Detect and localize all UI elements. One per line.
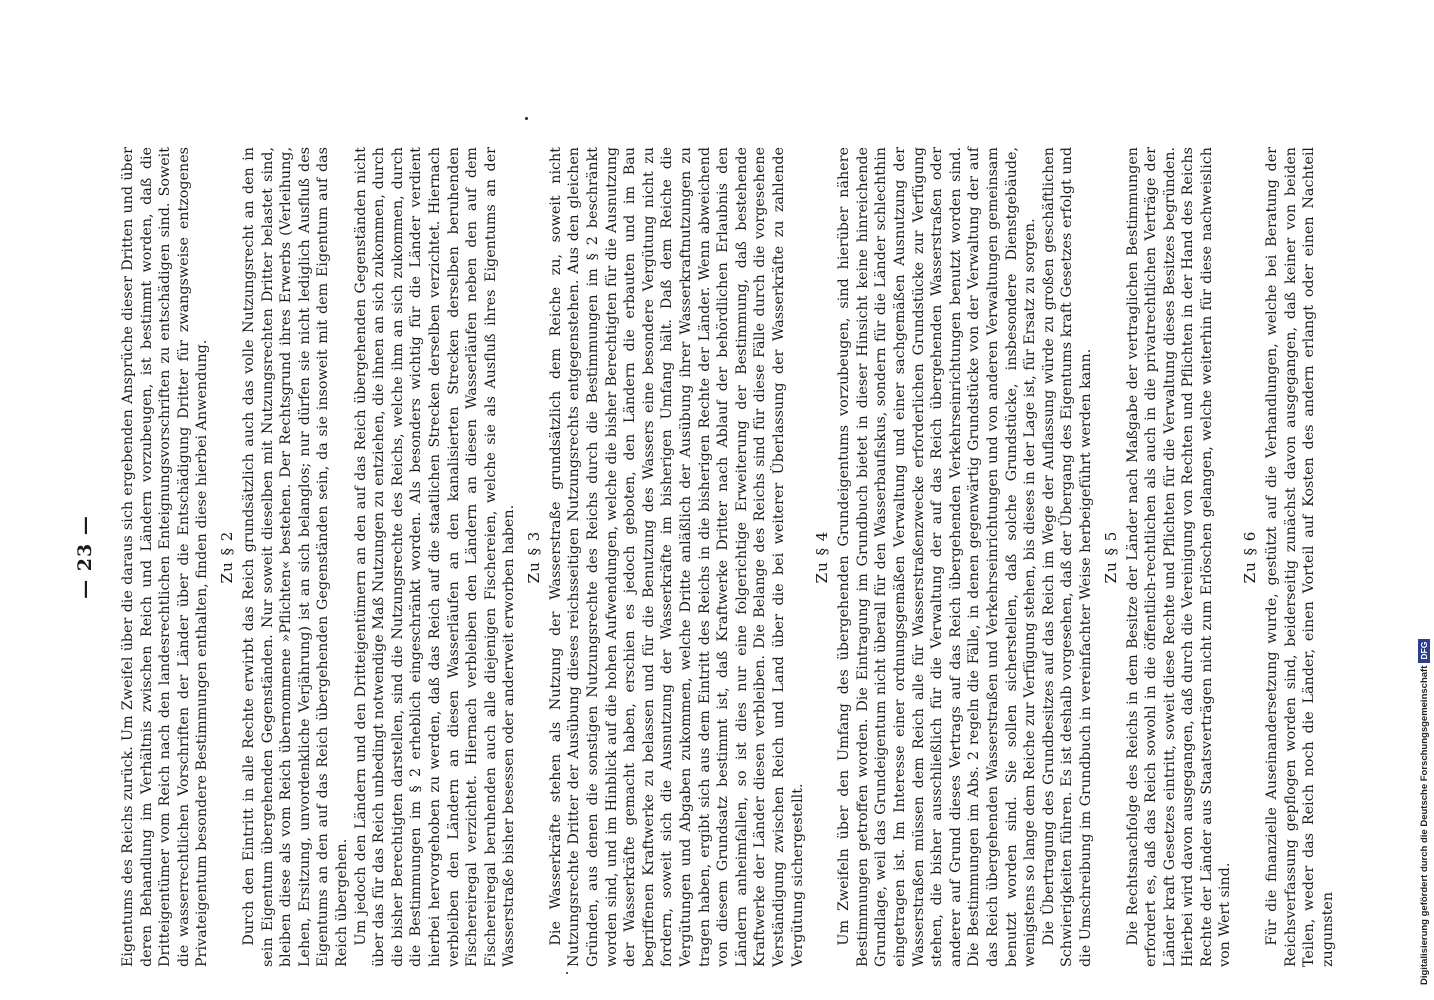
scan-speck xyxy=(566,972,568,974)
body-paragraph: Eigentums des Reichs zurück. Um Zweifel über die daraus sich ergebenden Ansprüche dieser Dritten und über deren Behandlung im Verhältnis zwischen Reich und Ländern vorzubeugen, ist bestimmt worden, daß die Dritteigentümer vom Reich nach den landesrechtlichen Enteignungsvorschriften zu entschädigen sind. Soweit die wasserrechtlichen Vorschriften der Länder über die Entschädigung Dritter für zwangsweise entzogenes Privateigentum besondere Bestimmungen enthalten, finden diese hierbei Anwendung. xyxy=(120,147,211,967)
document-body xyxy=(119,147,1337,967)
body-paragraph: Die Wasserkräfte stehen als Nutzung der Wasserstraße grundsätzlich dem Reiche zu, soweit nicht Nutzungsrechte Dritter der Ausübung dieses reichsseitigen Nutzungsrechts entgegenstehen. Aus den gleichen Gründen, aus denen die sonstigen Nutzungsrechte des Reichs durch die Bestimmungen im § 2 beschränkt worden sind, und im Hinblick auf die hohen Aufwendungen, welche die bisher Berechtigten für die Ausnutzung der Wasserkräfte gemacht haben, erschien es jedoch geboten, den Ländern die erbauten und im Bau begriffenen Kraftwerke zu belassen und für die Benutzung des Wassers eine besondere Vergütung nicht zu fordern, soweit sich die Ausnutzung der Wasserkräfte im bisherigen Umfang hält. Daß dem Reiche die Vergütungen und Abgaben zukommen, welche Dritte anläßlich der Ausübung ihrer Wasserkraftnutzungen zu tragen haben, ergibt sich aus dem Eintritt des Reichs in die bisherigen Rechte der Länder. Wenn abweichend von diesem Grundsatz bestimmt ist, daß Kraftwerke Dritter nach Ablauf der behördlichen Erlaubnis den Ländern anheimfallen, so ist dies nur eine folgerichtige Erweiterung der Bestimmung, daß bestehende Kraftwerke der Länder diesen verbleiben. Die Belange des Reichs sind für diese Fälle durch die vorgesehene Verständigung zwischen Reich und Land über die bei weiterer Überlassung der Wasserkräfte zu zahlende Vergütung sichergestellt. xyxy=(547,147,806,967)
digitization-credit-text: Digitalisierung gefördert durch die Deutsche Forschungsgemeinschaft xyxy=(1418,665,1430,985)
body-paragraph: Durch den Eintritt in alle Rechte erwirbt das Reich grundsätzlich auch das volle Nutzungsrecht an den in sein Eigentum übergehenden Gegenständen. Nur soweit dieselben mit Nutzungsrechten Dritter belastet sind, bleiben diese als vom Reich übernommene »Pflichten« bestehen. Der Rechtsgrund ihres Erwerbs (Verleihung, Lehen, Ersitzung, unvordenkliche Verjährung) ist an sich belanglos; nur dürfen sie nicht lediglich Ausfluß des Eigentums an den auf das Reich übergehenden Gegenständen sein, da sie insoweit mit dem Eigentum auf das Reich übergehen. xyxy=(240,147,350,967)
body-paragraph: Die Übertragung des Grundbesitzes auf das Reich im Wege der Auflassung würde zu großen geschäftlichen Schwierigkeiten führen. Es ist deshalb vorgesehen, daß der Übergang des Eigentums kraft Gesetzes erfolgt und die Umschreibung im Grundbuch in vereinfachter Weise herbeigeführt werden kann. xyxy=(1040,147,1094,967)
body-paragraph: Die Rechtsnachfolge des Reichs in dem Besitze der Länder nach Maßgabe der vertraglichen Bestimmungen erfordert es, daß das Reich sowohl in die öffentlich-rechtlichen als auch in die privatrechtlichen Verträge der Länder kraft Gesetzes eintritt, soweit diese Rechte und Pflichten für die Verwaltung dieses Besitzes begründen. Hierbei wird davon ausgegangen, daß durch die Vereinigung von Rechten und Pflichten in der Hand des Reichs Rechte der Länder aus Staatsverträgen nicht zum Erlöschen gelangen, welche weiterhin für diese nachweislich von Wert sind. xyxy=(1124,147,1234,967)
scan-speck xyxy=(525,117,528,120)
section-heading: Zu § 2 xyxy=(217,530,236,584)
spacer xyxy=(101,147,119,967)
section-heading: Zu § 5 xyxy=(1101,530,1120,584)
rotated-document-page xyxy=(69,147,1369,967)
section-heading: Zu § 6 xyxy=(1241,530,1260,584)
body-paragraph: Um Zweifeln über den Umfang des übergehenden Grundeigentums vorzubeugen, sind hierüber nähere Bestimmungen getroffen worden. Die Eintragung im Grundbuch bietet in dieser Hinsicht keine hinreichende Grundlage, weil das Grundeigentum nicht überall für den Wasserbaufiskus, sondern für die Länder schlechthin eingetragen ist. Im Interesse einer ordnungsgemäßen Verwaltung und einer sachgemäßen Ausnutzung der Wasserstraßen müssen dem Reich alle für Wasserstraßenzwecke erforderlichen Grundstücke zur Verfügung stehen, die bisher ausschließlich für die Verwaltung der auf das Reich übergehenden Wasserstraßen oder anderer auf Grund dieses Vertrags auf das Reich übergehenden Verkehrseinrichtungen benutzt worden sind. Die Bestimmungen im Abs. 2 regeln die Fälle, in denen gegenwärtig Grundstücke von der Verwaltung der auf das Reich übergehenden Wasserstraßen und Verkehrseinrichtungen und von anderen Verwaltungen gemeinsam benutzt worden sind. Sie sollen sicherstellen, daß solche Grundstücke, insbesondere Dienstgebäude, wenigstens so lange dem Reiche zur Verfügung stehen, bis dieses in der Lage ist, für Ersatz zu sorgen. xyxy=(836,147,1039,967)
section-heading: Zu § 4 xyxy=(813,530,832,584)
page-number: — 23 — xyxy=(74,515,96,599)
digitization-credit xyxy=(1418,639,1430,985)
body-paragraph: Um jedoch den Ländern und den Dritteigentümern an den auf das Reich übergehenden Gegenständen nicht über das für das Reich unbedingt notwendige Maß Nutzungen zu entziehen, die ihnen an sich zukommen, durch die bisher Berechtigten darstellen, sind die Nutzungsrechte des Reichs, welche ihm an sich zukommen, durch die Bestimmungen im § 2 erheblich eingeschränkt worden. Als besonders wichtig für die Länder verdient hierbei hervorgehoben zu werden, daß das Reich auf die staatlichen Strecken derselben verzichtet. Hiernach verbleiben den Ländern an diesen Wasserläufen an den kanalisierten Strecken derselben beruhenden Fischereiregal verzichtet. Hiernach verbleiben den Ländern an diesen Wasserläufen neben den auf dem Fischereiregal beruhenden auch alle diejenigen Fischereien, welche sie als Ausfluß ihres Eigentums an der Wasserstraße bisher besessen oder anderweit erworben haben. xyxy=(352,147,518,967)
section-heading: Zu § 3 xyxy=(524,530,543,584)
body-paragraph: Für die finanzielle Auseinandersetzung wurde, gestützt auf die Verhandlungen, welche bei Beratung der Reichsverfassung gepflogen worden sind, beiderseitig zunächst davon ausgegangen, daß keiner von beiden Teilen, weder das Reich noch die Länder, einen Vorteil auf Kosten des andern erlangt oder einen Nachteil zugunsten xyxy=(1264,147,1336,967)
dfg-logo: DFG xyxy=(1418,639,1430,663)
